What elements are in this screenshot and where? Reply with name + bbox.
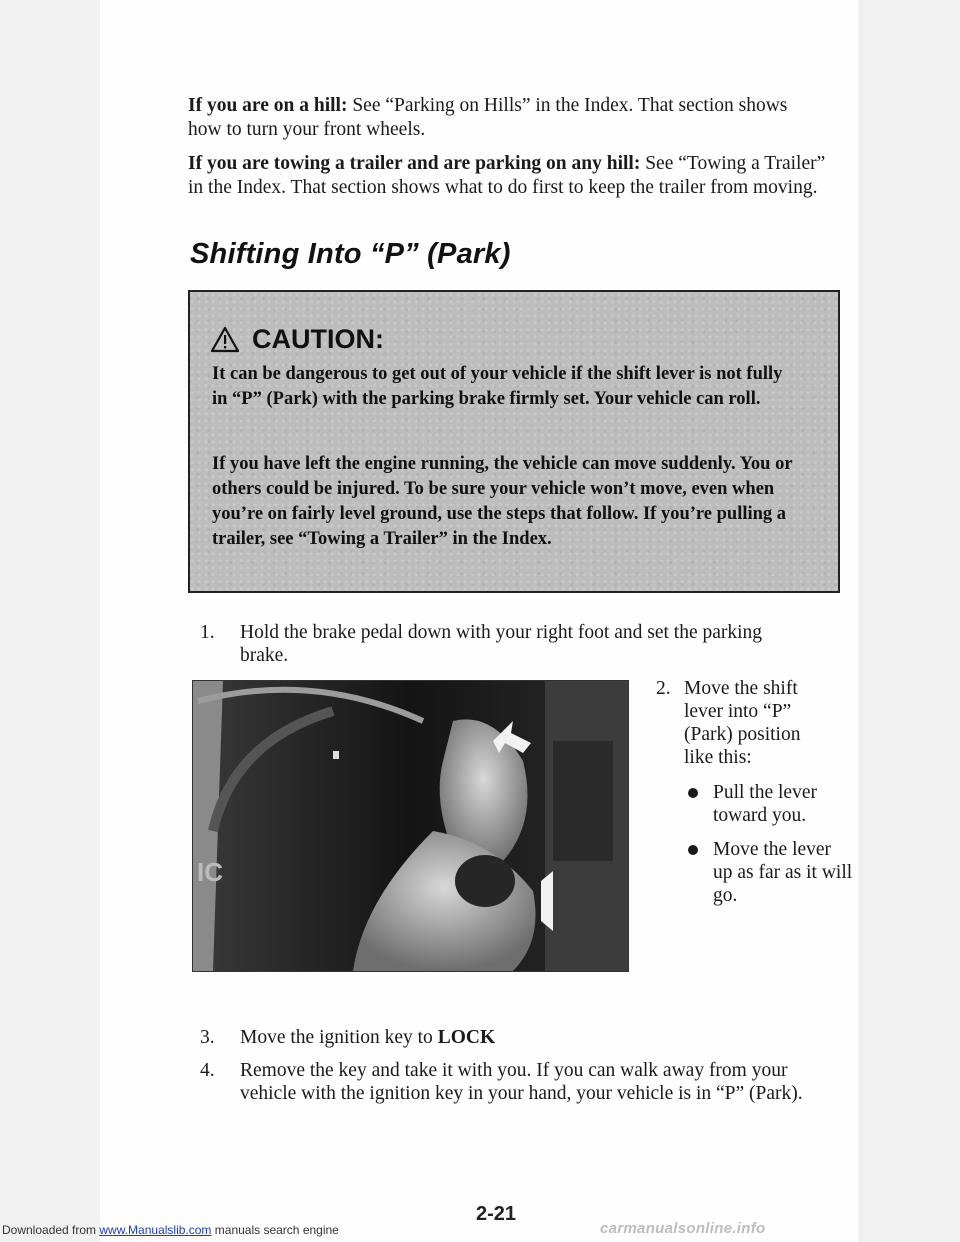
footer-download [2,1223,339,1237]
step-1-text: Hold the brake pedal down with your right foot and set the parking brake. [240,622,763,666]
arrow-down-icon [541,871,553,931]
bullet-2-text: Move the lever up as far as it will go. [713,839,853,906]
hill-paragraph [188,94,808,142]
caution-title [210,324,384,355]
page-number: 2-21 [476,1203,517,1225]
bullet-dot-icon [688,845,698,855]
step-3-text [240,1026,800,1049]
section-heading: Shifting Into “P” (Park) [190,238,511,270]
bullet-1-text: Pull the lever toward you. [713,782,817,826]
hill-text: See “Parking on Hills” in the Index. That section shows how to turn your front wheels. [188,95,788,140]
svg-text:IC: IC [197,857,223,887]
caution-box [188,290,840,593]
bullet-pull-lever [713,781,853,827]
warning-triangle-icon [210,326,240,353]
caution-text-1: It can be dangerous to get out of your vehicle if the shift lever is not fully in “P” (Park) with the parking brake firmly set. Your vehicle can roll. [212,364,783,409]
trailer-text: See “Towing a Trailer” in the Index. That section shows what to do first to keep the trailer from moving. [188,153,826,198]
watermark-site: carmanualsonline.info [600,1220,766,1237]
bullet-dot-icon [688,788,698,798]
caution-label: CAUTION: [252,324,384,354]
shift-lever-photo [192,680,629,972]
step-3-bold: LOCK [437,1027,496,1048]
step-3-plain: Move the ignition key to [240,1027,438,1048]
trailer-lead: If you are towing a trailer and are parking on any hill: [188,153,641,174]
footer-prefix: Downloaded from [2,1223,100,1237]
trailer-paragraph [188,152,828,200]
step-3-number: 3. [200,1027,215,1048]
step-2-number: 2. [656,678,671,699]
step-1-number: 1. [200,622,215,643]
step-4-number: 4. [200,1060,215,1081]
step-2-text: Move the shift lever into “P” (Park) position like this: [684,678,801,768]
step-4-text: Remove the key and take it with you. If you can walk away from your vehicle with the ignition key in your hand, your vehicle is in “P” (Park). [240,1060,803,1104]
hill-lead: If you are on a hill: [188,95,348,116]
caution-text-2: If you have left the engine running, the vehicle can move suddenly. You or others could be injured. To be sure your vehicle won’t move, even when you’re on fairly level ground, use the steps that follow. If you’re pulling a trailer, see “Towing a Trailer” in the Index. [212,454,793,549]
manualslib-link[interactable]: www.Manualslib.com [99,1223,212,1237]
bullet-move-lever [713,838,853,907]
footer-suffix: manuals search engine [211,1223,339,1237]
shift-lever-illustration [193,681,628,971]
